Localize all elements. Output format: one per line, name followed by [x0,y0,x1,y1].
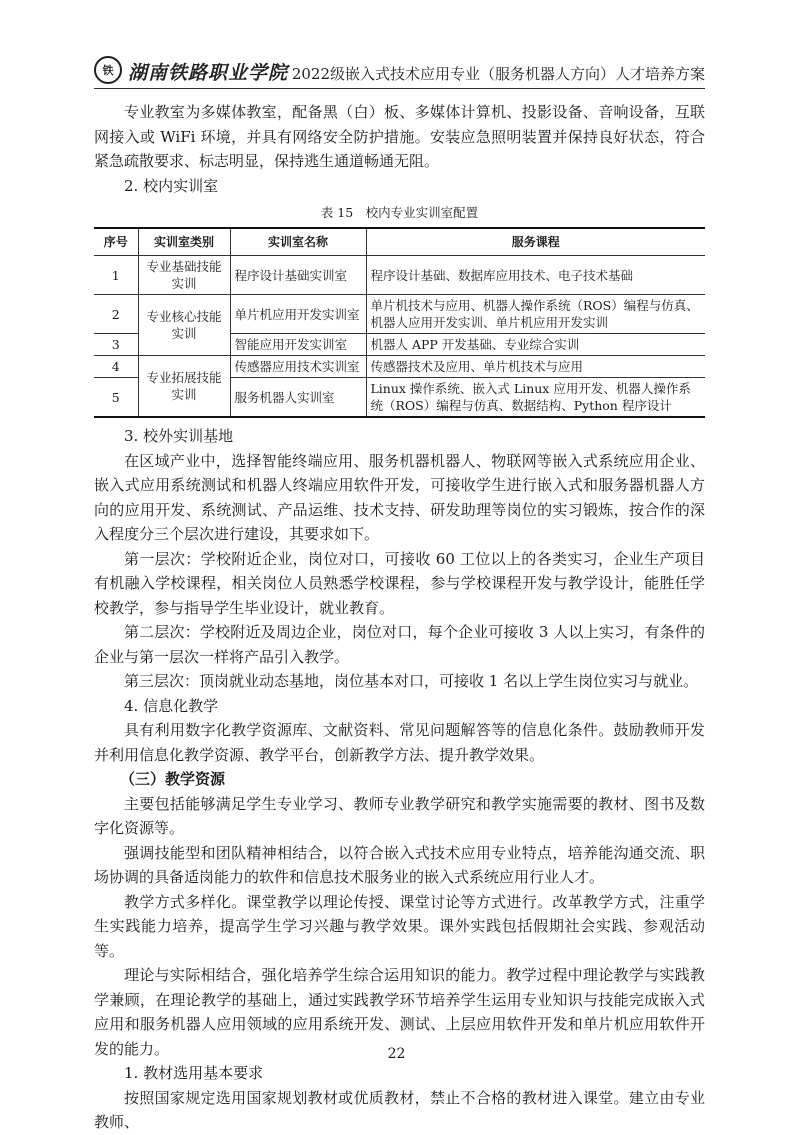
cell-category: 专业拓展技能实训 [138,356,230,418]
textbook-paragraph: 按照国家规定选用国家规划教材或优质教材，禁止不合格的教材进入课堂。建立由专业教师、 [94,1088,705,1131]
resources-paragraph-4: 理论与实际相结合，强化培养学生综合运用知识的能力。教学过程中理论教学与实践教学兼顾，在理论教学的基础上，通过实践教学环节培养学生运用专业知识与技能完成嵌入式应用和服务机器人应用领域的应用系统开发、测试、上层应用软件开发和单片机应用软件开发的能力。 [94,966,705,1058]
col-header-lab-name: 实训室名称 [230,228,366,256]
table-header-row [94,228,705,256]
resources-paragraph-1: 主要包括能够满足学生专业学习、教师专业教学研究和教学实施需要的教材、图书及数字化资源等。 [94,794,705,837]
level2-paragraph: 第二层次：学校附近及周边企业，岗位对口，每个企业可接收 3 人以上实习，有条件的企业与第一层次一样将产品引入教学。 [94,623,705,666]
cell-lab-name: 服务机器人实训室 [230,378,366,418]
cell-courses: 机器人 APP 开发基础、专业综合实训 [366,334,705,356]
level1-paragraph: 第一层次：学校附近企业，岗位对口，可接收 60 工位以上的各类实习，企业生产项目有机融入学校课程，相关岗位人员熟悉学校课程，参与学校课程开发与教学设计，能胜任学校教学，参与指导学生毕业设计，就业教育。 [94,549,705,617]
section-heading-resources: （三）教学资源 [120,770,226,788]
school-emblem-icon: 铁 [94,56,122,84]
cell-courses: 单片机技术与应用、机器人操作系统（ROS）编程与仿真、机器人应用开发实训、单片机应用开发实训 [366,295,705,334]
table-caption: 表 15 校内专业实训室配置 [320,205,479,220]
level3-paragraph: 第三层次：顶岗就业动态基地，岗位基本对口，可接收 1 名以上学生岗位实习与就业。 [124,672,699,690]
cell-no: 1 [94,256,138,295]
cell-category: 专业核心技能实训 [138,295,230,356]
heading-offcampus-base: 3. 校外实训基地 [124,427,234,445]
page-content [94,100,705,1135]
heading-textbook: 1. 教材选用基本要求 [124,1064,264,1082]
base-intro-paragraph: 在区域产业中，选择智能终端应用、服务机器机器人、物联网等嵌入式系统应用企业、嵌入式应用系统测试和机器人终端应用软件开发，可接收学生进行嵌入式和服务器机器人方向的应用开发、系统测试、产品运维、技术支持、研发助理等岗位的实习锻炼，按合作的深入程度分三个层次进行建设，其要求如下。 [94,451,705,543]
col-header-no: 序号 [94,228,138,256]
classroom-paragraph: 专业教室为多媒体教室，配备黑（白）板、多媒体计算机、投影设备、音响设备，互联网接入或 WiFi 环境，并具有网络安全防护措施。安装应急照明装置并保持良好状态，符合紧急疏散要求、标志明显，保持逃生通道畅通无阻。 [94,103,705,170]
cell-no: 2 [94,295,138,334]
cell-courses: 传感器技术及应用、单片机技术与应用 [366,356,705,378]
resources-paragraph-3: 教学方式多样化。课堂教学以理论传授、课堂讨论等方式进行。改革教学方式，注重学生实践能力培养，提高学生学习兴趣与教学效果。课外实践包括假期社会实践、参观活动等。 [94,892,705,960]
cell-no: 3 [94,334,138,356]
table-row [94,256,705,295]
table-row [94,356,705,378]
col-header-courses: 服务课程 [366,228,705,256]
heading-it-teaching: 4. 信息化教学 [124,696,219,715]
col-header-category: 实训室类别 [138,228,230,256]
page-number: 22 [387,1046,406,1062]
heading-oncampus-labs: 2. 校内实训室 [124,176,219,195]
table-row [94,295,705,334]
cell-lab-name: 传感器应用技术实训室 [230,356,366,378]
cell-no: 5 [94,378,138,418]
cell-courses: 程序设计基础、数据库应用技术、电子技术基础 [366,256,705,295]
page-header [94,54,705,89]
cell-lab-name: 智能应用开发实训室 [230,334,366,356]
it-teaching-paragraph: 具有利用数字化教学资源库、文献资料、常见问题解答等的信息化条件。鼓励教师开发并利用信息化教学资源、教学平台，创新教学方法、提升教学效果。 [94,721,705,764]
cell-no: 4 [94,356,138,378]
resources-paragraph-2: 强调技能型和团队精神相结合，以符合嵌入式技术应用专业特点，培养能沟通交流、职场协调的具备适岗能力的软件和信息技术服务业的嵌入式系统应用行业人才。 [94,843,705,886]
cell-lab-name: 单片机应用开发实训室 [230,295,366,334]
cell-category: 专业基础技能实训 [138,256,230,295]
lab-config-table [94,227,705,418]
document-title: 2022级嵌入式技术应用专业（服务机器人方向）人才培养方案 [291,65,705,83]
cell-courses: Linux 操作系统、嵌入式 Linux 应用开发、机器人操作系统（ROS）编程与仿真、数据结构、Python 程序设计 [366,378,705,418]
school-logo: 湖南铁路职业学院 [128,62,289,84]
cell-lab-name: 程序设计基础实训室 [230,256,366,295]
